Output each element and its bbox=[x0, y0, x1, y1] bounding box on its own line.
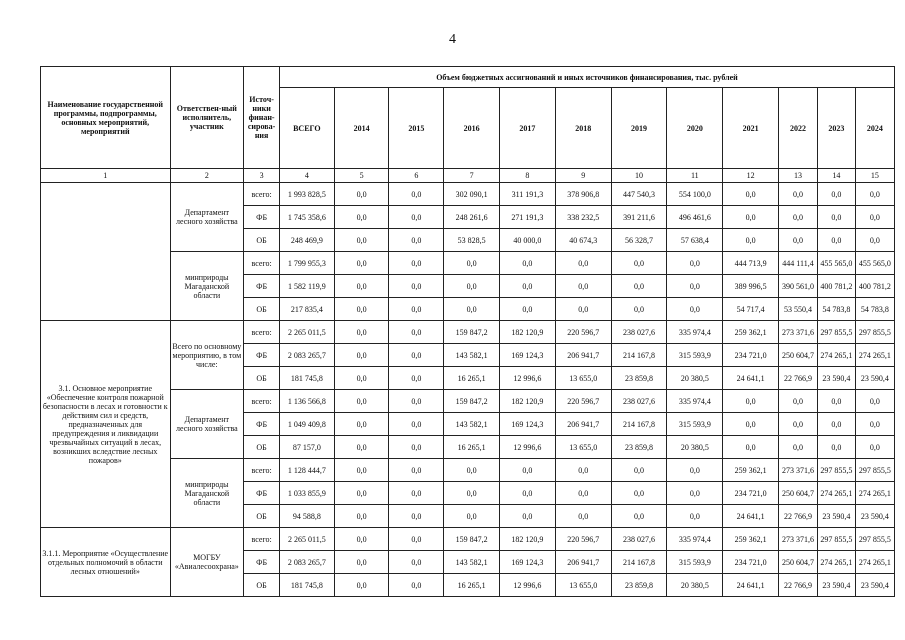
header-year: 2019 bbox=[611, 88, 667, 169]
year-value: 250 604,7 bbox=[779, 551, 818, 574]
year-value: 0,0 bbox=[444, 298, 500, 321]
funding-source: всего: bbox=[244, 321, 280, 344]
year-value: 54 783,8 bbox=[855, 298, 894, 321]
year-value: 0,0 bbox=[611, 459, 667, 482]
year-value: 335 974,4 bbox=[667, 321, 723, 344]
total-value: 1 136 566,8 bbox=[279, 390, 334, 413]
year-value: 0,0 bbox=[334, 413, 389, 436]
year-value: 0,0 bbox=[389, 390, 444, 413]
header-year: 2020 bbox=[667, 88, 723, 169]
year-value: 0,0 bbox=[779, 183, 818, 206]
year-value: 23 859,8 bbox=[611, 367, 667, 390]
year-value: 214 167,8 bbox=[611, 551, 667, 574]
responsible-executor: Департамент лесного хозяйства bbox=[170, 183, 244, 252]
column-number: 4 bbox=[279, 169, 334, 183]
total-value: 1 128 444,7 bbox=[279, 459, 334, 482]
year-value: 0,0 bbox=[389, 275, 444, 298]
total-value: 1 799 955,3 bbox=[279, 252, 334, 275]
header-year: 2022 bbox=[779, 88, 818, 169]
year-value: 0,0 bbox=[334, 551, 389, 574]
year-value: 335 974,4 bbox=[667, 528, 723, 551]
year-value: 447 540,3 bbox=[611, 183, 667, 206]
year-value: 182 120,9 bbox=[500, 321, 556, 344]
year-value: 297 855,5 bbox=[817, 459, 855, 482]
year-value: 40 674,3 bbox=[555, 229, 611, 252]
total-value: 94 588,8 bbox=[279, 505, 334, 528]
year-value: 0,0 bbox=[334, 528, 389, 551]
funding-source: ФБ bbox=[244, 551, 280, 574]
year-value: 20 380,5 bbox=[667, 367, 723, 390]
year-value: 338 232,5 bbox=[555, 206, 611, 229]
year-value: 24 641,1 bbox=[723, 505, 779, 528]
year-value: 0,0 bbox=[723, 413, 779, 436]
column-number: 14 bbox=[817, 169, 855, 183]
measure-name bbox=[41, 183, 171, 321]
year-value: 273 371,6 bbox=[779, 321, 818, 344]
table-row bbox=[41, 528, 895, 551]
year-value: 16 265,1 bbox=[444, 436, 500, 459]
year-value: 444 713,9 bbox=[723, 252, 779, 275]
funding-source: ФБ bbox=[244, 206, 280, 229]
header-year: 2014 bbox=[334, 88, 389, 169]
year-value: 0,0 bbox=[334, 505, 389, 528]
year-value: 0,0 bbox=[389, 459, 444, 482]
year-value: 0,0 bbox=[444, 252, 500, 275]
responsible-executor: минприроды Магаданской области bbox=[170, 459, 244, 528]
year-value: 143 582,1 bbox=[444, 413, 500, 436]
responsible-executor: минприроды Магаданской области bbox=[170, 252, 244, 321]
year-value: 0,0 bbox=[667, 275, 723, 298]
total-value: 217 835,4 bbox=[279, 298, 334, 321]
year-value: 0,0 bbox=[334, 183, 389, 206]
year-value: 53 828,5 bbox=[444, 229, 500, 252]
year-value: 496 461,6 bbox=[667, 206, 723, 229]
header-year: 2018 bbox=[555, 88, 611, 169]
column-number: 2 bbox=[170, 169, 244, 183]
year-value: 182 120,9 bbox=[500, 390, 556, 413]
year-value: 220 596,7 bbox=[555, 528, 611, 551]
year-value: 0,0 bbox=[817, 413, 855, 436]
year-value: 0,0 bbox=[855, 413, 894, 436]
total-value: 1 745 358,6 bbox=[279, 206, 334, 229]
year-value: 297 855,5 bbox=[855, 459, 894, 482]
year-value: 234 721,0 bbox=[723, 482, 779, 505]
year-value: 0,0 bbox=[389, 298, 444, 321]
column-number: 1 bbox=[41, 169, 171, 183]
year-value: 302 090,1 bbox=[444, 183, 500, 206]
year-value: 259 362,1 bbox=[723, 321, 779, 344]
year-value: 273 371,6 bbox=[779, 459, 818, 482]
year-value: 159 847,2 bbox=[444, 390, 500, 413]
year-value: 259 362,1 bbox=[723, 528, 779, 551]
year-value: 554 100,0 bbox=[667, 183, 723, 206]
year-value: 0,0 bbox=[667, 298, 723, 321]
total-value: 1 033 855,9 bbox=[279, 482, 334, 505]
year-value: 24 641,1 bbox=[723, 367, 779, 390]
year-value: 0,0 bbox=[667, 505, 723, 528]
year-value: 0,0 bbox=[334, 344, 389, 367]
total-value: 2 083 265,7 bbox=[279, 551, 334, 574]
year-value: 234 721,0 bbox=[723, 551, 779, 574]
header-name: Наименование государственной программы, подпрограммы, основных мероприятий, мероприятий bbox=[41, 67, 171, 169]
year-value: 159 847,2 bbox=[444, 528, 500, 551]
year-value: 13 655,0 bbox=[555, 574, 611, 597]
year-value: 259 362,1 bbox=[723, 459, 779, 482]
year-value: 389 996,5 bbox=[723, 275, 779, 298]
year-value: 57 638,4 bbox=[667, 229, 723, 252]
year-value: 0,0 bbox=[389, 206, 444, 229]
year-value: 238 027,6 bbox=[611, 390, 667, 413]
year-value: 143 582,1 bbox=[444, 551, 500, 574]
year-value: 0,0 bbox=[389, 252, 444, 275]
measure-name: 3.1.1. Мероприятие «Осуществление отдельных полномочий в области лесных отношений» bbox=[41, 528, 171, 597]
year-value: 0,0 bbox=[555, 482, 611, 505]
funding-source: ФБ bbox=[244, 413, 280, 436]
year-value: 400 781,2 bbox=[855, 275, 894, 298]
header-responsible: Ответствен-ный исполнитель, участник bbox=[170, 67, 244, 169]
year-value: 220 596,7 bbox=[555, 321, 611, 344]
year-value: 22 766,9 bbox=[779, 367, 818, 390]
year-value: 0,0 bbox=[855, 206, 894, 229]
year-value: 22 766,9 bbox=[779, 574, 818, 597]
year-value: 0,0 bbox=[723, 229, 779, 252]
budget-table bbox=[40, 66, 895, 597]
funding-source: всего: bbox=[244, 252, 280, 275]
year-value: 400 781,2 bbox=[817, 275, 855, 298]
year-value: 56 328,7 bbox=[611, 229, 667, 252]
total-value: 1 993 828,5 bbox=[279, 183, 334, 206]
year-value: 0,0 bbox=[389, 436, 444, 459]
year-value: 378 906,8 bbox=[555, 183, 611, 206]
year-value: 22 766,9 bbox=[779, 505, 818, 528]
header-year: 2021 bbox=[723, 88, 779, 169]
year-value: 311 191,3 bbox=[500, 183, 556, 206]
column-number: 7 bbox=[444, 169, 500, 183]
year-value: 0,0 bbox=[855, 436, 894, 459]
responsible-executor: МОГБУ «Авиалесоохрана» bbox=[170, 528, 244, 597]
year-value: 159 847,2 bbox=[444, 321, 500, 344]
year-value: 390 561,0 bbox=[779, 275, 818, 298]
year-value: 206 941,7 bbox=[555, 344, 611, 367]
year-value: 274 265,1 bbox=[817, 551, 855, 574]
total-value: 1 582 119,9 bbox=[279, 275, 334, 298]
header-budget-group: Объем бюджетных ассигнований и иных источников финансирования, тыс. рублей bbox=[279, 67, 894, 88]
year-value: 238 027,6 bbox=[611, 321, 667, 344]
year-value: 54 783,8 bbox=[817, 298, 855, 321]
year-value: 169 124,3 bbox=[500, 344, 556, 367]
year-value: 0,0 bbox=[817, 229, 855, 252]
year-value: 0,0 bbox=[389, 482, 444, 505]
total-value: 2 265 011,5 bbox=[279, 528, 334, 551]
year-value: 0,0 bbox=[334, 252, 389, 275]
funding-source: всего: bbox=[244, 528, 280, 551]
year-value: 16 265,1 bbox=[444, 574, 500, 597]
year-value: 20 380,5 bbox=[667, 436, 723, 459]
responsible-executor: Департамент лесного хозяйства bbox=[170, 390, 244, 459]
year-value: 250 604,7 bbox=[779, 482, 818, 505]
year-value: 0,0 bbox=[389, 344, 444, 367]
year-value: 271 191,3 bbox=[500, 206, 556, 229]
measure-name: 3.1. Основное мероприятие «Обеспечение контроля пожарной безопасности в лесах и готовности к действиям сил и средств, предназначенных для предупреждения и ликвидации чрезвычайных ситуаций в лесах, возникших вследствие лесных пожаров» bbox=[41, 321, 171, 528]
year-value: 0,0 bbox=[334, 390, 389, 413]
year-value: 23 590,4 bbox=[855, 367, 894, 390]
year-value: 274 265,1 bbox=[817, 344, 855, 367]
year-value: 335 974,4 bbox=[667, 390, 723, 413]
year-value: 297 855,5 bbox=[855, 528, 894, 551]
column-number: 12 bbox=[723, 169, 779, 183]
year-value: 0,0 bbox=[500, 482, 556, 505]
year-value: 274 265,1 bbox=[855, 482, 894, 505]
year-value: 0,0 bbox=[855, 183, 894, 206]
year-value: 0,0 bbox=[779, 436, 818, 459]
year-value: 13 655,0 bbox=[555, 367, 611, 390]
year-value: 0,0 bbox=[389, 528, 444, 551]
column-number: 15 bbox=[855, 169, 894, 183]
table-row bbox=[41, 183, 895, 206]
year-value: 0,0 bbox=[334, 574, 389, 597]
year-value: 23 590,4 bbox=[817, 574, 855, 597]
year-value: 40 000,0 bbox=[500, 229, 556, 252]
year-value: 297 855,5 bbox=[855, 321, 894, 344]
year-value: 315 593,9 bbox=[667, 551, 723, 574]
year-value: 315 593,9 bbox=[667, 413, 723, 436]
year-value: 53 550,4 bbox=[779, 298, 818, 321]
funding-source: ОБ bbox=[244, 229, 280, 252]
total-value: 181 745,8 bbox=[279, 574, 334, 597]
column-number: 11 bbox=[667, 169, 723, 183]
funding-source: ОБ bbox=[244, 505, 280, 528]
total-value: 2 265 011,5 bbox=[279, 321, 334, 344]
year-value: 274 265,1 bbox=[817, 482, 855, 505]
year-value: 0,0 bbox=[334, 459, 389, 482]
year-value: 0,0 bbox=[334, 298, 389, 321]
year-value: 0,0 bbox=[779, 413, 818, 436]
year-value: 0,0 bbox=[611, 298, 667, 321]
header-year: 2017 bbox=[500, 88, 556, 169]
year-value: 23 590,4 bbox=[855, 505, 894, 528]
year-value: 0,0 bbox=[389, 321, 444, 344]
year-value: 214 167,8 bbox=[611, 344, 667, 367]
column-number: 6 bbox=[389, 169, 444, 183]
year-value: 23 859,8 bbox=[611, 436, 667, 459]
year-value: 24 641,1 bbox=[723, 574, 779, 597]
year-value: 274 265,1 bbox=[855, 344, 894, 367]
funding-source: ФБ bbox=[244, 275, 280, 298]
year-value: 0,0 bbox=[334, 229, 389, 252]
year-value: 169 124,3 bbox=[500, 551, 556, 574]
funding-source: всего: bbox=[244, 183, 280, 206]
year-value: 234 721,0 bbox=[723, 344, 779, 367]
year-value: 0,0 bbox=[444, 505, 500, 528]
year-value: 238 027,6 bbox=[611, 528, 667, 551]
column-number: 5 bbox=[334, 169, 389, 183]
funding-source: всего: bbox=[244, 459, 280, 482]
year-value: 0,0 bbox=[389, 183, 444, 206]
year-value: 0,0 bbox=[667, 459, 723, 482]
year-value: 297 855,5 bbox=[817, 321, 855, 344]
year-value: 0,0 bbox=[611, 482, 667, 505]
total-value: 1 049 409,8 bbox=[279, 413, 334, 436]
year-value: 206 941,7 bbox=[555, 551, 611, 574]
year-value: 0,0 bbox=[334, 367, 389, 390]
total-value: 181 745,8 bbox=[279, 367, 334, 390]
funding-source: всего: bbox=[244, 390, 280, 413]
year-value: 214 167,8 bbox=[611, 413, 667, 436]
year-value: 273 371,6 bbox=[779, 528, 818, 551]
year-value: 250 604,7 bbox=[779, 344, 818, 367]
funding-source: ФБ bbox=[244, 344, 280, 367]
total-value: 2 083 265,7 bbox=[279, 344, 334, 367]
year-value: 0,0 bbox=[500, 505, 556, 528]
year-value: 13 655,0 bbox=[555, 436, 611, 459]
year-value: 12 996,6 bbox=[500, 367, 556, 390]
year-value: 0,0 bbox=[444, 275, 500, 298]
funding-source: ОБ bbox=[244, 367, 280, 390]
year-value: 0,0 bbox=[667, 482, 723, 505]
year-value: 0,0 bbox=[817, 206, 855, 229]
year-value: 0,0 bbox=[500, 275, 556, 298]
column-number: 3 bbox=[244, 169, 280, 183]
year-value: 220 596,7 bbox=[555, 390, 611, 413]
year-value: 0,0 bbox=[779, 206, 818, 229]
year-value: 0,0 bbox=[334, 321, 389, 344]
header-source: Источ-ники финан-сирова-ния bbox=[244, 67, 280, 169]
year-value: 0,0 bbox=[611, 505, 667, 528]
year-value: 0,0 bbox=[555, 275, 611, 298]
column-number: 8 bbox=[500, 169, 556, 183]
year-value: 0,0 bbox=[611, 252, 667, 275]
header-year: ВСЕГО bbox=[279, 88, 334, 169]
year-value: 0,0 bbox=[555, 505, 611, 528]
year-value: 455 565,0 bbox=[855, 252, 894, 275]
column-number: 9 bbox=[555, 169, 611, 183]
year-value: 0,0 bbox=[555, 252, 611, 275]
year-value: 0,0 bbox=[855, 229, 894, 252]
year-value: 0,0 bbox=[855, 390, 894, 413]
year-value: 12 996,6 bbox=[500, 436, 556, 459]
year-value: 0,0 bbox=[723, 206, 779, 229]
year-value: 0,0 bbox=[389, 413, 444, 436]
year-value: 0,0 bbox=[555, 459, 611, 482]
year-value: 0,0 bbox=[817, 390, 855, 413]
year-value: 12 996,6 bbox=[500, 574, 556, 597]
year-value: 315 593,9 bbox=[667, 344, 723, 367]
year-value: 0,0 bbox=[817, 436, 855, 459]
year-value: 0,0 bbox=[389, 367, 444, 390]
year-value: 0,0 bbox=[779, 229, 818, 252]
year-value: 0,0 bbox=[389, 551, 444, 574]
year-value: 0,0 bbox=[444, 482, 500, 505]
year-value: 0,0 bbox=[779, 390, 818, 413]
year-value: 0,0 bbox=[555, 298, 611, 321]
year-value: 0,0 bbox=[334, 436, 389, 459]
year-value: 0,0 bbox=[389, 505, 444, 528]
year-value: 274 265,1 bbox=[855, 551, 894, 574]
header-year: 2023 bbox=[817, 88, 855, 169]
year-value: 0,0 bbox=[723, 183, 779, 206]
year-value: 23 590,4 bbox=[817, 505, 855, 528]
page-number: 4 bbox=[449, 32, 456, 47]
funding-source: ОБ bbox=[244, 436, 280, 459]
year-value: 0,0 bbox=[389, 229, 444, 252]
year-value: 169 124,3 bbox=[500, 413, 556, 436]
year-value: 16 265,1 bbox=[444, 367, 500, 390]
year-value: 0,0 bbox=[611, 275, 667, 298]
header-year: 2015 bbox=[389, 88, 444, 169]
year-value: 206 941,7 bbox=[555, 413, 611, 436]
year-value: 23 590,4 bbox=[855, 574, 894, 597]
year-value: 455 565,0 bbox=[817, 252, 855, 275]
column-number: 10 bbox=[611, 169, 667, 183]
year-value: 0,0 bbox=[334, 206, 389, 229]
column-number: 13 bbox=[779, 169, 818, 183]
total-value: 248 469,9 bbox=[279, 229, 334, 252]
table-row bbox=[41, 321, 895, 344]
header-year: 2024 bbox=[855, 88, 894, 169]
year-value: 248 261,6 bbox=[444, 206, 500, 229]
year-value: 0,0 bbox=[500, 298, 556, 321]
year-value: 0,0 bbox=[334, 275, 389, 298]
funding-source: ОБ bbox=[244, 574, 280, 597]
table-body bbox=[41, 183, 895, 597]
year-value: 0,0 bbox=[667, 252, 723, 275]
year-value: 0,0 bbox=[500, 252, 556, 275]
year-value: 0,0 bbox=[500, 459, 556, 482]
year-value: 0,0 bbox=[723, 390, 779, 413]
year-value: 444 111,4 bbox=[779, 252, 818, 275]
responsible-executor: Всего по основному мероприятию, в том числе: bbox=[170, 321, 244, 390]
year-value: 182 120,9 bbox=[500, 528, 556, 551]
year-value: 297 855,5 bbox=[817, 528, 855, 551]
year-value: 0,0 bbox=[389, 574, 444, 597]
year-value: 20 380,5 bbox=[667, 574, 723, 597]
year-value: 54 717,4 bbox=[723, 298, 779, 321]
year-value: 0,0 bbox=[817, 183, 855, 206]
year-value: 0,0 bbox=[723, 436, 779, 459]
year-value: 143 582,1 bbox=[444, 344, 500, 367]
year-value: 23 859,8 bbox=[611, 574, 667, 597]
year-value: 23 590,4 bbox=[817, 367, 855, 390]
funding-source: ФБ bbox=[244, 482, 280, 505]
total-value: 87 157,0 bbox=[279, 436, 334, 459]
year-value: 391 211,6 bbox=[611, 206, 667, 229]
funding-source: ОБ bbox=[244, 298, 280, 321]
year-value: 0,0 bbox=[444, 459, 500, 482]
year-value: 0,0 bbox=[334, 482, 389, 505]
header-year: 2016 bbox=[444, 88, 500, 169]
